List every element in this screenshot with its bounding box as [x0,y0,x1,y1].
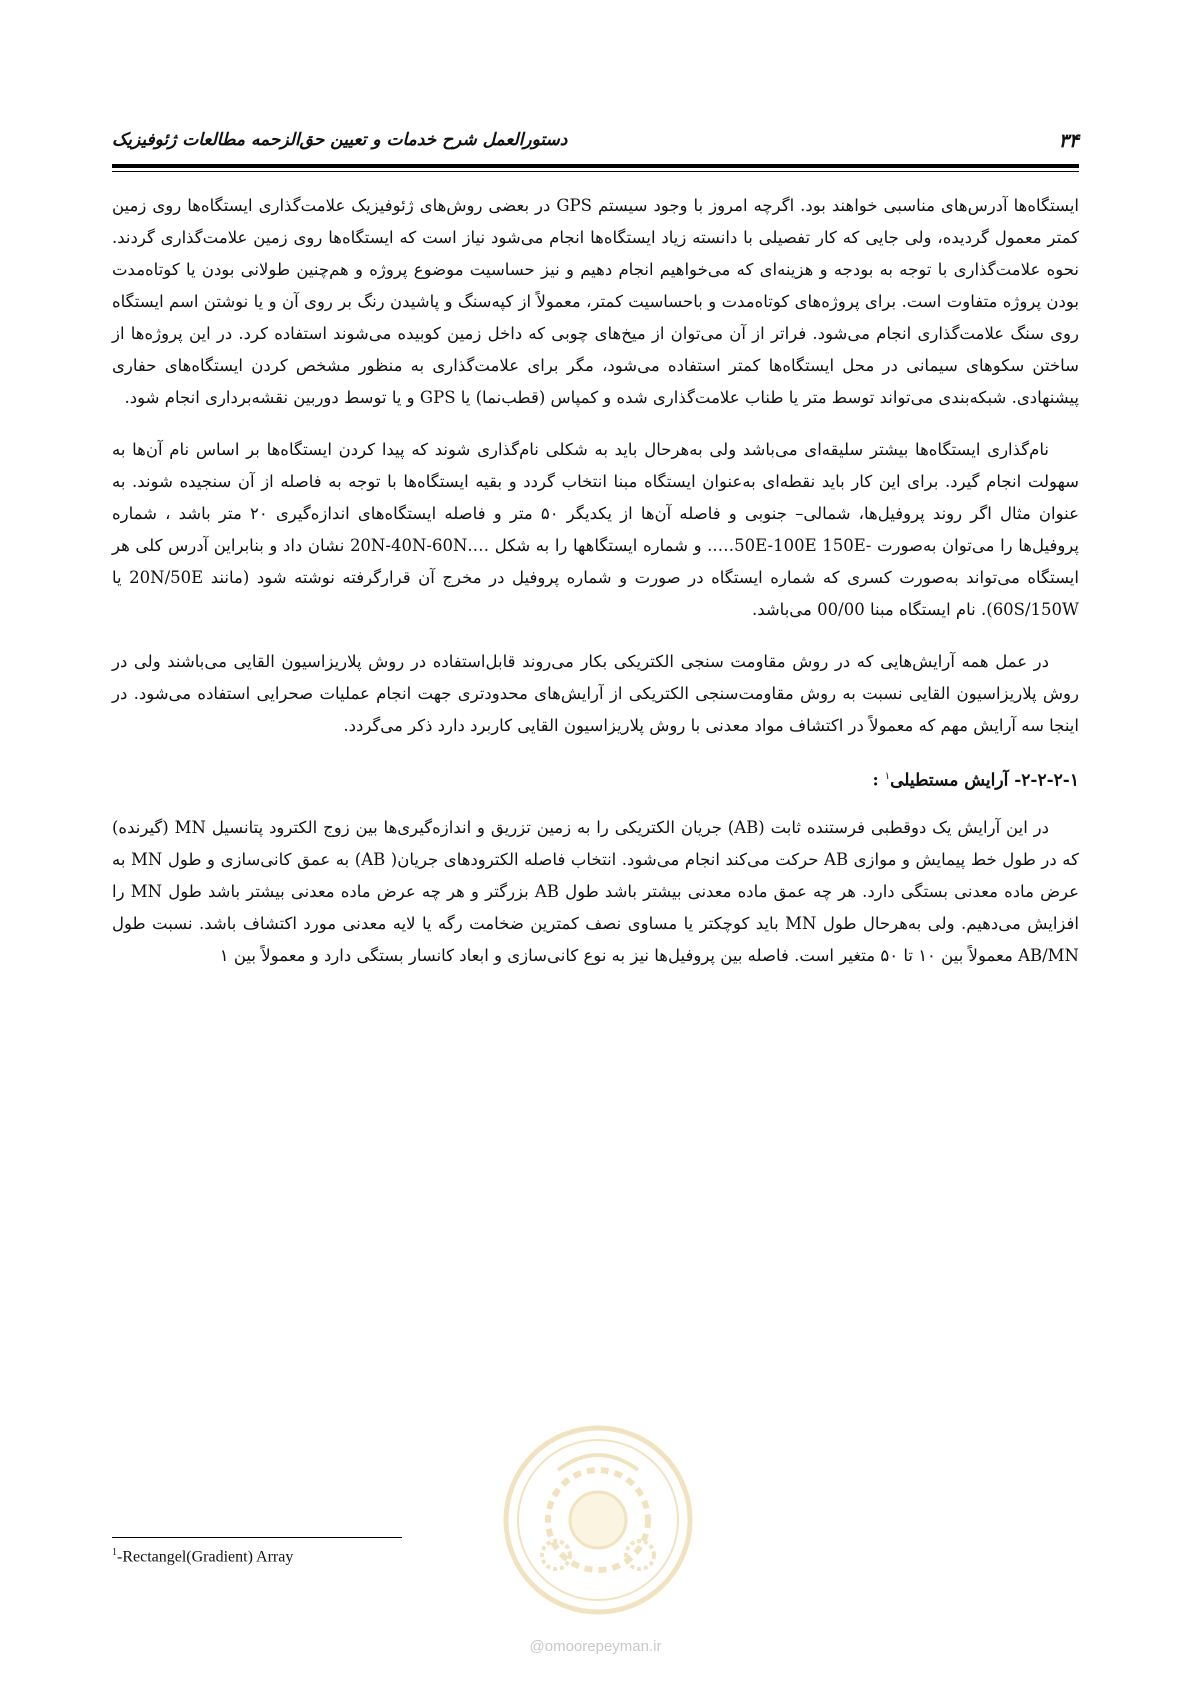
paragraph: در این آرایش یک دوقطبی فرستنده ثابت (AB) جریان الکتریکی را به زمین تزریق و اندازه‌گیری‌ها بین زوج الکترود پتانسیل MN (گیرنده) که در طول خط پیمایش و موازی AB حرکت می‌کند انجام می‌شود. انتخاب فاصله الکترودهای جریان( AB) به عمق کانی‌سازی و طول MN به عرض ماده معدنی بستگی دارد. هر چه عمق ماده معدنی بیشتر باشد طول AB بزرگتر و هر چه عرض ماده معدنی بیشتر باشد طول MN را افزایش می‌دهیم. ولی به‌هرحال طول MN باید کوچکتر یا مساوی نصف کمترین ضخامت رگه یا لایه معدنی مورد اکتشاف باشد. نسبت طول AB/MN معمولاً بین ۱۰ تا ۵۰ متغیر است. فاصله بین پروفیل‌ها نیز به نوع کانی‌سازی و ابعاد کانسار بستگی دارد و معمولاً بین ۱ [112,817,1079,965]
body-text [112,190,1079,992]
footnote-reference[interactable]: ۱ [884,771,891,782]
header-rule [112,164,1079,168]
page-number: ۳۴ [1058,130,1079,152]
paragraph: ایستگاه‌ها آدرس‌های مناسبی خواهند بود. اگرچه امروز با وجود سیستم GPS در بعضی روش‌های ژئوفیزیک علامت‌گذاری ایستگاه‌ها روی زمین کمتر معمول گردیده، ولی جایی که کار تفصیلی با دانسته زیاد ایستگاه‌ها انجام می‌شود نیاز است که ایستگاه‌ها روی زمین علامت‌گذاری گردند. نحوه علامت‌گذاری با توجه به بودجه و هزینه‌ای که می‌خواهیم انجام دهیم و نیز حساسیت موضوع پروژه و هم‌چنین طولانی بودن یا کوتاه‌مدت بودن پروژه متفاوت است. برای پروژه‌های کوتاه‌مدت و باحساسیت کمتر، معمولاً از کپه‌سنگ و پاشیدن رنگ بر روی آن و یا نوشتن اسم ایستگاه روی سنگ علامت‌گذاری انجام می‌شود. فراتر از آن می‌توان از میخ‌های چوبی که داخل زمین کوبیده می‌شوند استفاده کرد. در این پروژه‌ها از ساختن سکوهای سیمانی در محل ایستگاه‌ها کمتر استفاده می‌شود، مگر برای علامت‌گذاری به منظور مشخص کردن ایستگاه‌های حفاری پیشنهادی. شبکه‌بندی می‌تواند توسط متر یا طناب علامت‌گذاری شده و کمپاس (قطب‌نما) یا GPS و یا توسط دوربین نقشه‌برداری انجام شود. [112,196,1079,407]
paragraph: در عمل همه آرایش‌هایی که در روش مقاومت سنجی الکتریکی بکار می‌روند قابل‌استفاده در روش پلاریزاسیون القایی می‌باشند ولی در روش پلاریزاسیون القایی نسبت به روش مقاومت‌سنجی الکتریکی از آرایش‌های محدودتری جهت انجام عملیات صحرایی استفاده می‌شود. در اینجا سه آرایش مهم که معمولاً در اکتشاف مواد معدنی با روش پلاریزاسیون القایی کاربرد دارد ذکر می‌گردد. [112,652,1079,735]
running-header-title: دستورالعمل شرح خدمات و تعیین حق‌الزحمه مطالعات ژئوفیزیک [112,130,568,150]
section-heading [112,762,1079,796]
footnote-rule [112,1537,402,1538]
footnote [112,1547,293,1566]
paragraph: نام‌گذاری ایستگاه‌ها بیشتر سلیقه‌ای می‌باشد ولی به‌هرحال باید به شکلی نام‌گذاری شوند که پیدا کردن ایستگاه‌ها بر اساس نام آن‌ها به سهولت انجام گیرد. برای این کار باید نقطه‌ای به‌عنوان ایستگاه مبنا انتخاب گردد و بقیه ایستگاه‌ها با توجه به فاصله از آن سنجیده شوند. به عنوان مثال اگر روند پروفیل‌ها، شمالی– جنوبی و فاصله آن‌ها از یکدیگر ۵۰ متر و فاصله ایستگاه‌های اندازه‌گیری ۲۰ متر باشد ، شماره پروفیل‌ها را می‌توان به‌صورت -50E-100E ‎150E….. و شماره ایستگاهها را به شکل ….20N-40N-60N نشان داد و بنابراین آدرس کلی هر ایستگاه می‌تواند به‌صورت کسری که شماره ایستگاه در صورت و شماره پروفیل در مخرج آن قرارگرفته نوشته شود (مانند 20N/50E یا 60S/150W). نام ایستگاه مبنا 00/00 می‌باشد. [112,440,1079,619]
watermark-seal-icon [498,1420,698,1620]
footnote-text: -Rectangel(Gradient) Array [117,1548,294,1566]
section-heading-colon: : [872,770,885,791]
watermark-url: @omoorepeyman.ir [529,1638,662,1655]
footnote-mark: 1 [112,1547,117,1558]
header-rule-thin [112,171,1079,172]
section-heading-text: ۲-۲-۲-۱- آرایش مستطیلی [890,770,1079,791]
